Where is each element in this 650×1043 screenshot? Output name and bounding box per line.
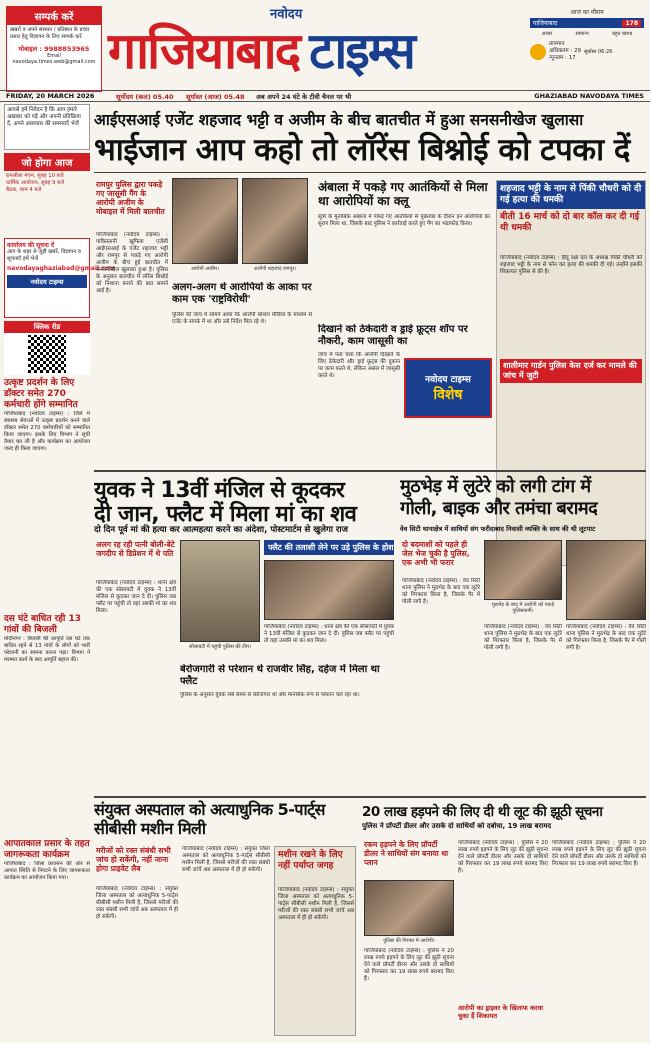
- photo-society: [180, 540, 260, 642]
- logo-navodaya: नवोदय: [270, 7, 303, 22]
- sidebar-story1-body: गाजियाबाद (नवोदय टाइम्स) : जिले में स्वास्थ्य सेवाओं में उत्कृष्ट प्रदर्शन करने वाले डॉक्टर समेत 270 कर्मचारियों को सम्मानित किया जाएगा। इसके लिए विभाग ने सूची तैयार कर ली है और कार्यक्रम का आयोजन जल्द ही किया जाएगा।: [4, 411, 90, 452]
- sidebar-ad: [4, 238, 116, 318]
- sidebar-story2-title: दस घंटे बाधित रही 13 गांवों की बिजली: [4, 614, 82, 635]
- encounter-sub: वेव सिटी थानाक्षेत्र में साथियों संग फरीदाबाद निवासी व्यक्ति के साथ की थी लूटपाट: [400, 525, 596, 533]
- right-panel-red-box: शालीमार गार्डन पुलिस केस दर्ज कर मामले की जांच में जुटी: [500, 359, 642, 383]
- hospital-sub: मरीजों को रक्त संबंधी सभी जांच हो सकेंगी, नहीं जाना होगा प्राइवेट लैब: [96, 846, 171, 873]
- youth-mid-title: फ्लैट की तलाशी लेने पर उड़े पुलिस के होश: [264, 540, 394, 555]
- contact-email-label: Email: [47, 53, 61, 59]
- job-body: जांच में पता चला कि आरोपी दिखावे के लिए ठेकेदारी और ड्राई फ्रूट्स की दुकान पर काम करते थे, लेकिन असल में जासूसी करते थे।: [318, 352, 400, 379]
- sidebar-ad-logo: नवोदय टाइम्स: [7, 275, 87, 288]
- weather-aqi: 178: [622, 20, 641, 27]
- encounter-body-col3: गाजियाबाद (नवोदय टाइम्स) : वेव सिटी थाना पुलिस ने मुठभेड़ के बाद एक लुटेरे को गिरफ्तार किया है, जिसके पैर में गोली लगी है।: [566, 624, 646, 651]
- sunrise-time: सूर्योदय (कल) 05.40: [116, 92, 174, 101]
- sidebar-ad-mail: navodayaghaziabad@gmail.com: [7, 265, 116, 272]
- unemp-title: बेरोजगारी से परेशान थे राजवीर सिंह, दहेज में मिला था फ्लैट: [180, 664, 380, 687]
- sidebar-story3-body: गाजियाबाद : जिला प्रशासन की ओर से आपात स्थिति से निपटने के लिए जागरूकता कार्यक्रम का आयोजन किया गया।: [4, 861, 90, 881]
- weather-temps: [530, 41, 644, 62]
- right-panel-head: शहजाद भट्टी के नाम से पिंकी चौधरी को दी गई हत्या की धमकी: [497, 181, 645, 209]
- photo-family: [264, 560, 394, 620]
- contact-text: खबरों व अपने संस्थान / प्रतिष्ठान के प्रचार प्रसार हेतु विज्ञापन के लिए सम्पर्क करें: [10, 27, 90, 40]
- hospital-box-title: मशीन रखने के लिए नहीं पर्याप्त जगह: [278, 850, 343, 871]
- sidebar-story1-title: उत्कृष्ट प्रदर्शन के लिए डॉक्टर समेत 270 कर्मचारी होंगे सम्मानित: [4, 378, 78, 410]
- fake-red-sub: आरोपी का ड्राइवर के खिलाफ करवा चुका हैं शिकायत: [458, 1004, 544, 1020]
- click-read-label: क्लिक रीड: [4, 321, 90, 333]
- hospital-box: [274, 846, 356, 1036]
- issue-date: FRIDAY, 20 MARCH 2026: [6, 92, 95, 100]
- photo-caption: आरोपी अजीम।: [191, 266, 219, 272]
- photo-shahzad: [242, 178, 308, 264]
- sidebar-story2-body: मोदीनगर : बिजली की आपूर्ति दस घंटे तक बाधित रहने से 13 गांवों के लोगों को भारी परेशानी का सामना करना पड़ा। विभाग ने मरम्मत कार्य के बाद आपूर्ति बहाल की।: [4, 636, 90, 663]
- sun-icon: [530, 44, 546, 60]
- fake-headline: 20 लाख हड़पने की लिए दी थी लूट की झूठी सूचना: [362, 804, 603, 820]
- sidebar-ad-text: आप के शहर से जुड़ी खबरें, विज्ञापन व सूचनाएँ हमें भेजें: [7, 249, 81, 262]
- fake-body-col3: गाजियाबाद (नवोदय टाइम्स) : पुलिस ने 20 लाख रुपये हड़पने के लिए लूट की झूठी सूचना देने वाले प्रॉपर्टी डीलर और उसके दो साथियों को गिरफ्तार कर 19 लाख रुपये बरामद किए हैं।: [552, 840, 646, 867]
- sunset-time: सूर्यास्त (आज) 05.48: [186, 92, 245, 101]
- youth-side-title: अलग रह रही पत्नी बोली-बेटे जगदीप से डिप्रेशन में थे पति: [96, 540, 175, 558]
- photo-caption: मुठभेड़ के बाद में आरोपी को पकड़े पुलिसकर्मी।: [491, 602, 555, 614]
- slogan: अब अपने 24 घंटे के टीवी चैनल पर भी: [256, 92, 352, 101]
- newspaper-logo: [108, 18, 506, 80]
- hospital-body-col2: गाजियाबाद (नवोदय टाइम्स) : संयुक्त जिला अस्पताल को अत्याधुनिक 5-पार्ट्स सीबीसी मशीन मिली है, जिससे मरीजों की रक्त संबंधी सभी जांचें अब अस्पताल में ही हो सकेंगी।: [182, 846, 270, 873]
- event-item: धार्मिक आयोजन, सुबह 9 बजे: [6, 180, 65, 186]
- mid-body: सूत्रों के मुताबिक अंबाला में पकड़े गए आतंकियों से पूछताछ के दौरान इन आरोपियों का सुराग मिला था, जिसके बाद पुलिस ने कार्रवाई करते हुए गैंग का भंडाफोड़ किया।: [318, 214, 490, 227]
- events-list: [4, 171, 90, 235]
- weather-city: गाजियाबाद: [533, 20, 558, 27]
- vishesh-label: विशेष: [433, 387, 463, 403]
- weather-sunset: सूर्यास्त 06:26: [584, 48, 613, 55]
- contact-title: सम्पर्क करें: [7, 7, 101, 25]
- divider: [94, 172, 646, 173]
- hospital-box-body: गाजियाबाद (नवोदय टाइम्स) : संयुक्त जिला अस्पताल को अत्याधुनिक 5-पार्ट्स सीबीसी मशीन मिली है, जिससे मरीजों की रक्त संबंधी सभी जांचें अब अस्पताल में ही हो सकेंगी।: [278, 887, 354, 921]
- photo-encounter-1: [484, 540, 562, 600]
- photo-caption: पुलिस की गिरफ्त में आरोपी।: [383, 938, 435, 944]
- weather-max: अधिकतम : 29: [549, 48, 582, 54]
- logo-city: गाजियाबाद: [108, 22, 300, 80]
- edition-name: GHAZIABAD NAVODAYA TIMES: [534, 92, 644, 100]
- weather-legend: [530, 31, 644, 37]
- legend-bad: बहुत खराब: [612, 31, 633, 37]
- event-item: बैठक, शाम 4 बजे: [6, 187, 42, 193]
- event-item: रामलीला मंचन, सुबह 10 बजे: [6, 173, 64, 179]
- youth-sub: दो दिन पूर्व मां की हत्या कर आत्महत्या करने का अंदेशा, पोस्टमार्टम से खुलेगा राज: [94, 525, 348, 535]
- weather-label: तापमान: [549, 41, 565, 47]
- lead-body-col1: गाजियाबाद (नवोदय टाइम्स) : पाकिस्तानी खुफिया एजेंसी आईएसआई के एजेंट शहजाद भट्टी और रामपुर से पकड़े गए आरोपी अजीम के बीच हुई बातचीत में सनसनीखेज खुलासा हुआ है। पुलिस के अनुसार बातचीत में लॉरेंस बिश्नोई को निशाना बनाने की बात सामने आई है।: [96, 232, 168, 294]
- weather-aqi-row: [530, 18, 644, 28]
- mid-title: अंबाला में पकड़े गए आतंकियों से मिला था आरोपियों का क्लू: [318, 180, 488, 208]
- youth-headline-1: युवक ने 13वीं मंजिल से कूदकर: [94, 478, 345, 503]
- contact-email-id: navodaya.times.web@gmail.com: [12, 59, 96, 65]
- events-title: जो होगा आज: [4, 153, 90, 171]
- left-sidebar: [4, 104, 116, 1039]
- lead-kicker: आईएसआई एजेंट शहजाद भट्टी व अजीम के बीच बातचीत में हुआ सनसनीखेज खुलासा: [94, 111, 584, 129]
- lead-headline: भाईजान आप कहो तो लॉरेंस बिश्नोई को टपका दें: [94, 132, 630, 168]
- divider: [94, 470, 646, 472]
- photo-caption: सोसायटी में पहुंची पुलिस की टीम।: [189, 644, 251, 650]
- sidebar-story3-title: आपातकाल प्रसार के तहत जागरूकता कार्यक्रम: [4, 839, 90, 860]
- qr-code-icon: [28, 335, 66, 373]
- weather-box: [530, 8, 644, 90]
- youth-side-body: गाजियाबाद (नवोदय टाइम्स) : थाना क्षेत्र की एक सोसायटी में युवक ने 13वीं मंजिल से कूदकर जान दे दी। पुलिस जब फ्लैट पर पहुंची तो वहां उसकी मां का शव मिला।: [96, 580, 176, 614]
- fake-body-col1: गाजियाबाद (नवोदय टाइम्स) : पुलिस ने 20 लाख रुपये हड़पने के लिए लूट की झूठी सूचना देने वाले प्रॉपर्टी डीलर और उसके दो साथियों को गिरफ्तार कर 19 लाख रुपये बरामद किए हैं।: [364, 948, 454, 982]
- encounter-body-col2: गाजियाबाद (नवोदय टाइम्स) : वेव सिटी थाना पुलिस ने मुठभेड़ के बाद एक लुटेरे को गिरफ्तार किया है, जिसके पैर में गोली लगी है।: [484, 624, 562, 651]
- vishesh-brand: नवोदय टाइम्स: [425, 375, 471, 385]
- youth-mid-body: गाजियाबाद (नवोदय टाइम्स) : थाना क्षेत्र की एक सोसायटी में युवक ने 13वीं मंजिल से कूदकर जान दे दी। पुलिस जब फ्लैट पर पहुंची तो वहां उसकी मां का शव मिला।: [264, 624, 394, 644]
- weather-title: आज का मौसम: [570, 9, 604, 16]
- unemp-body: पुलिस के अनुसार युवक लंबे समय से बेरोजगार था और मानसिक रूप से परेशान चल रहा था।: [180, 692, 360, 698]
- right-panel-sub: बीती 16 मार्च को दो बार कॉल कर दी गई थी धमकी: [500, 212, 640, 233]
- photo-azeem: [172, 178, 238, 264]
- date-bar: [0, 90, 650, 102]
- sidebar-ad-title: कार्यालय की सूचना दें: [7, 242, 55, 249]
- fake-body-col2: गाजियाबाद (नवोदय टाइम्स) : पुलिस ने 20 लाख रुपये हड़पने के लिए लूट की झूठी सूचना देने वाले प्रॉपर्टी डीलर और उसके दो साथियों को गिरफ्तार कर 19 लाख रुपये बरामद किए हैं।: [458, 840, 548, 874]
- lead-sub2: अलग-अलग थे आरोपियों के आका पर काम एक 'राष्ट्रविरोधी': [172, 282, 312, 305]
- photo-accused: [364, 880, 454, 936]
- encounter-headline-1: मुठभेड़ में लुटेरे को लगी टांग में: [400, 476, 591, 497]
- qr-code[interactable]: [4, 333, 90, 375]
- hospital-headline: संयुक्त अस्पताल को अत्याधुनिक 5-पार्ट्स सीबीसी मशीन मिली: [94, 800, 325, 838]
- lead-body-col2: पुलिस की जांच में सामने आया कि आरोपी सोशल मीडिया के माध्यम से एजेंट के संपर्क में था और उसे निर्देश मिल रहे थे।: [172, 312, 312, 325]
- encounter-headline-2: गोली, बाइक और तमंचा बरामद: [400, 498, 598, 519]
- fake-side-title: रकम हड़पने के लिए प्रॉपर्टी डीलर ने साथियों संग बनाया था प्लान: [364, 840, 449, 867]
- logo-times: टाइम्स: [309, 22, 414, 80]
- fake-sub: पुलिस ने प्रॉपर्टी डीलर और उसके दो साथियों को दबोचा, 19 लाख बरामद: [362, 822, 552, 830]
- sidebar-notice: आपसे हमें निवेदन है कि आप हमारे अखबार को पढ़ें और अपनी प्रतिक्रिया दें, अपने आसपास की समस्याएँ भेजें: [4, 104, 90, 150]
- vishesh-badge: [404, 358, 492, 418]
- right-panel-body: गाजियाबाद (नवोदय टाइम्स) : हिंदू रक्षा दल के अध्यक्ष पिंकी चौधरी को शहजाद भट्टी के नाम से फोन कर हत्या की धमकी दी गई। उन्होंने इसकी शिकायत पुलिस से की है।: [500, 255, 642, 275]
- photo-caption: आरोपी शहजाद रामपुर।: [253, 266, 297, 272]
- weather-min: न्यूनतम : 17: [549, 55, 576, 61]
- lead-sub1: रामपुर पुलिस द्वारा पकड़े गए जासूसी गैंग के आरोपी अजीम के मोबाइल में मिली बातचीत: [96, 180, 165, 216]
- encounter-side-title: दो बदमाशों को पहले ही जेल भेज चुकी है पुलिस, एक अभी भी फरार: [402, 540, 470, 567]
- legend-good: अच्छा: [541, 31, 553, 37]
- photo-encounter-2: [566, 540, 646, 620]
- job-title: दिखाने को ठेकेदारी व ड्राई फ्रूट्स शॉप पर नौकरी, काम जासूसी का: [318, 324, 468, 347]
- legend-normal: सामान्य: [575, 31, 589, 37]
- youth-headline-2: दी जान, फ्लैट में मिला मां का शव: [94, 502, 357, 527]
- hospital-body-col1: गाजियाबाद (नवोदय टाइम्स) : संयुक्त जिला अस्पताल को अत्याधुनिक 5-पार्ट्स सीबीसी मशीन मिली है, जिससे मरीजों की रक्त संबंधी सभी जांचें अब अस्पताल में ही हो सकेंगी।: [96, 886, 178, 920]
- contact-mobile: मोबाइल : 9988853965: [18, 45, 90, 53]
- contact-ad-box: [6, 6, 102, 92]
- divider: [94, 796, 646, 798]
- encounter-side-body: गाजियाबाद (नवोदय टाइम्स) : वेव सिटी थाना पुलिस ने मुठभेड़ के बाद एक लुटेरे को गिरफ्तार किया है, जिसके पैर में गोली लगी है।: [402, 578, 480, 605]
